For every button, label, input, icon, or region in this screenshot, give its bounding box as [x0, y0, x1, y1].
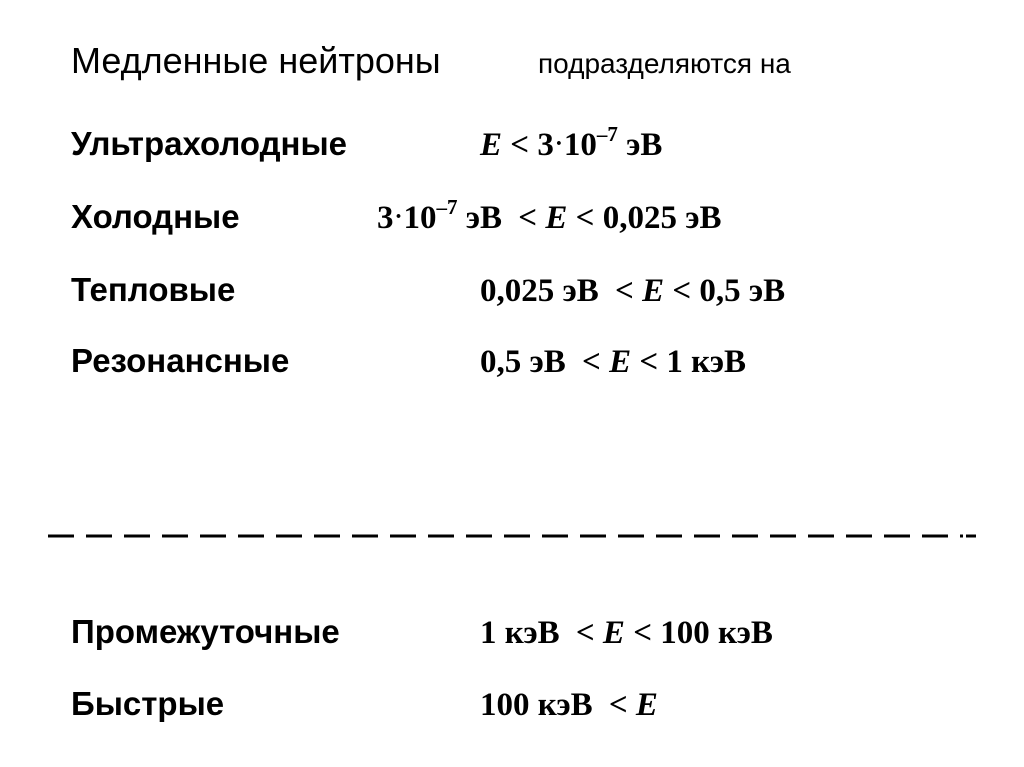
- dashed-divider: [48, 526, 978, 546]
- less-than-sign: <: [582, 344, 601, 380]
- energy-variable: E: [609, 344, 632, 380]
- category-fast: Быстрые: [71, 685, 225, 722]
- less-than-sign: <: [639, 344, 659, 380]
- power-base: 10: [563, 127, 597, 163]
- power-base: 10: [403, 200, 437, 236]
- lower-unit: кэВ: [537, 687, 593, 723]
- coefficient: 3: [377, 200, 394, 236]
- lower-value: 100: [480, 687, 530, 723]
- lower-unit: эВ: [562, 273, 599, 309]
- less-than-sign: <: [510, 127, 530, 163]
- range-fast: [480, 687, 658, 724]
- less-than-sign: <: [608, 687, 628, 723]
- energy-variable: E: [642, 273, 665, 309]
- upper-value: 1: [666, 344, 683, 380]
- upper-unit: кэВ: [691, 344, 747, 380]
- lower-value: 1: [480, 615, 497, 651]
- energy-variable: E: [602, 615, 625, 651]
- slide-title: Медленные нейтроны: [71, 40, 441, 81]
- range-resonance: [480, 344, 746, 381]
- range-cold: [377, 195, 722, 237]
- lower-unit: эВ: [529, 344, 566, 380]
- lower-unit: эВ: [465, 200, 503, 236]
- category-thermal: Тепловые: [71, 271, 236, 308]
- lower-unit: кэВ: [504, 615, 560, 651]
- range-ultracold: [480, 122, 663, 164]
- upper-value: 0,025: [602, 200, 677, 236]
- upper-value: 0,5: [699, 273, 741, 309]
- unit: эВ: [626, 127, 663, 163]
- less-than-sign: <: [672, 273, 692, 309]
- category-resonance: Резонансные: [71, 342, 290, 379]
- upper-value: 100: [660, 615, 710, 651]
- less-than-sign: <: [518, 200, 538, 236]
- exponent: –7: [596, 122, 618, 146]
- range-thermal: [480, 273, 785, 310]
- category-ultracold: Ультрахолодные: [71, 125, 348, 162]
- lower-value: 0,025: [480, 273, 555, 309]
- range-intermediate: [480, 615, 773, 652]
- upper-unit: кэВ: [718, 615, 773, 651]
- slide-subtitle: подразделяются на: [538, 48, 791, 79]
- category-cold: Холодные: [71, 198, 240, 235]
- coefficient: 3: [537, 127, 554, 163]
- energy-variable: E: [635, 687, 658, 723]
- lower-value: 0,5: [480, 344, 522, 380]
- less-than-sign: <: [575, 200, 595, 236]
- upper-unit: эВ: [748, 273, 786, 309]
- category-intermediate: Промежуточные: [71, 613, 340, 650]
- upper-unit: эВ: [685, 200, 722, 236]
- less-than-sign: <: [615, 273, 634, 309]
- energy-variable: E: [480, 127, 503, 163]
- less-than-sign: <: [633, 615, 652, 651]
- energy-variable: E: [545, 200, 568, 236]
- multiplication-dot: ·: [394, 204, 403, 230]
- multiplication-dot: ·: [554, 131, 563, 157]
- less-than-sign: <: [575, 615, 595, 651]
- exponent: –7: [436, 195, 458, 219]
